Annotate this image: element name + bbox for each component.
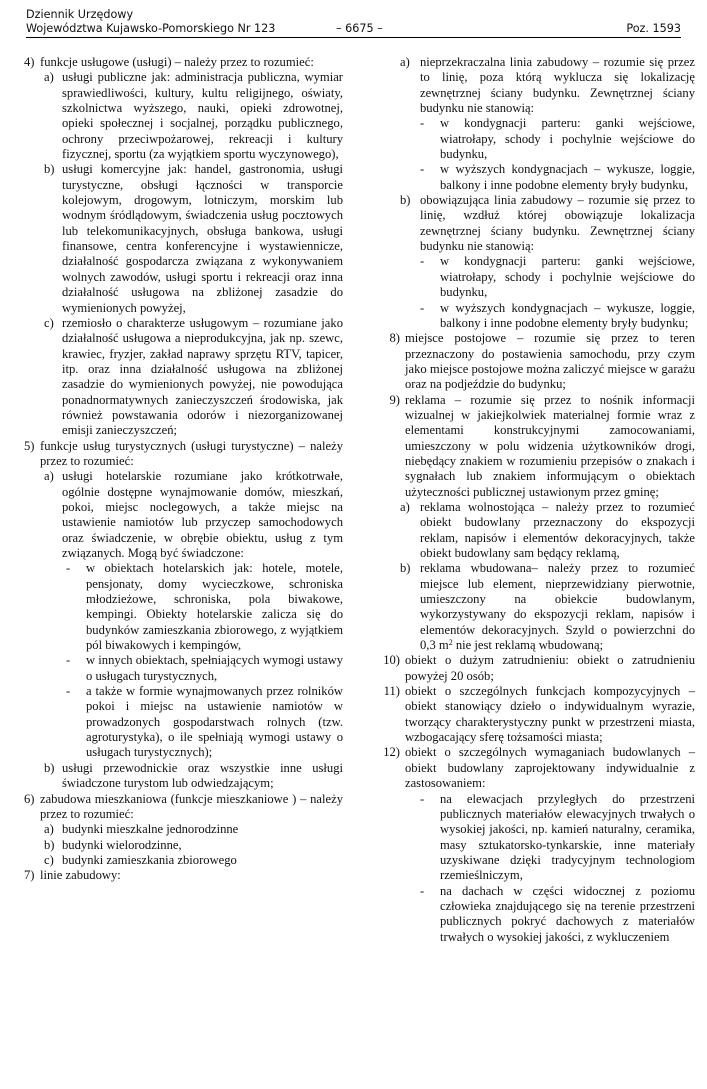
list-text: linie zabudowy: xyxy=(40,868,121,883)
list-marker: 4) xyxy=(24,55,35,69)
list-text: w obiektach hotelarskich jak: hotele, motele, pensjonaty, domy wycieczkowe, schroniska młodzieżowe, schroniska, pola biwakowe, kempingi. Obiekty hotelarskie zalicza się do budynków zamieszkania zbiorowego, z wyjątkiem pól biwakowych i kempingów, xyxy=(86,561,343,653)
list-item xyxy=(365,55,695,116)
list-marker: - xyxy=(420,883,425,898)
list-marker: a) xyxy=(400,55,410,69)
list-text: w innych obiektach, spełniających wymogi ustawy o usługach turystycznych, xyxy=(86,653,343,683)
list-marker: a) xyxy=(44,469,54,484)
list-text: reklama – rozumie się przez to nośnik informacji wizualnej w jakiejkolwiek materialnej formie wraz z elementami konstrukcyjnymi zamocowaniami, umieszczony w polu widzenia użytkowników drogi, niebędący znakiem w rozumieniu przepisów o znakach i sygnałach lub znakiem informującym o obiektach użyteczności publicznej ustawionym przez gminę; xyxy=(405,392,695,499)
list-item xyxy=(22,792,343,823)
list-item xyxy=(365,884,695,945)
list-item xyxy=(365,684,695,745)
list-marker: - xyxy=(66,684,71,699)
left-column xyxy=(22,55,343,884)
list-item xyxy=(365,116,695,162)
list-text: w kondygnacji parteru: ganki wejściowe, wiatrołapy, schody i pochylnie wejściowe do budynku, xyxy=(440,254,695,300)
list-text: usługi publiczne jak: administracja publiczna, wymiar sprawiedliwości, kultury, kultu religijnego, oświaty, szkolnictwa wyższego, nauki, opieki zdrowotnej, opieki społecznej i socjalnej, porządku publicznego, ochrony przeciwpożarowej, rekreacji i kultury fizycznej, sportu (za wyjątkiem sportu wyczynowego), xyxy=(62,70,343,162)
list-marker: a) xyxy=(400,499,410,514)
list-text: na dachach w części widocznej z poziomu człowieka znajdującego się na terenie przestrzeni publicznych pokryć dachowych z materiałów trwałych o wysokiej jakości, z wykluczeniem xyxy=(440,883,695,944)
list-text: w kondygnacji parteru: ganki wejściowe, wiatrołapy, schody i pochylnie wejściowe do budynku, xyxy=(440,116,695,162)
list-item xyxy=(22,868,343,883)
list-marker: - xyxy=(66,653,71,668)
list-marker: c) xyxy=(44,315,54,330)
list-marker: 5) xyxy=(24,438,35,453)
list-item xyxy=(22,853,343,868)
list-text: usługi przewodnickie oraz wszystkie inne usługi świadczone turystom lub odwiedzającym; xyxy=(62,760,343,791)
list-item xyxy=(365,254,695,300)
list-item xyxy=(22,162,343,315)
list-text: budynki zamieszkania zbiorowego xyxy=(62,852,237,867)
list-marker: b) xyxy=(44,760,55,775)
list-marker: 8) xyxy=(389,331,400,346)
list-marker: a) xyxy=(44,822,54,837)
list-item xyxy=(365,500,695,561)
list-marker: - xyxy=(420,791,425,806)
list-text: a także w formie wynajmowanych przez rolników pokoi i miejsc na ustawienie namiotów w prowadzonych gospodarstwach rolnych (tzw. agroturystyka), o ile spełniają wymogi ustawy o usługach turystycznych); xyxy=(86,684,343,760)
list-text: usługi komercyjne jak: handel, gastronomia, usługi turystyczne, obsługi łączności w transporcie kolejowym, drogowym, lotniczym, morskim lub wodnym śródlądowym, świadczenia usług pocztowych lub telekomunikacyjnych, obsługa bankowa, usługi finansowe, centra konferencyjne i wystawiennicze, działalność gospodarcza związana z wykonywaniem wolnych zawodów, usługi sportu i rekreacji oraz inna działalność usługowa na zbliżonej zasadzie do wymienionych powyżej, xyxy=(62,162,343,315)
list-item xyxy=(22,761,343,792)
list-text: reklama wolnostojąca – należy przez to rozumieć obiekt budowlany przeznaczony do ekspozycji reklam, napisów i elementów dekoracyjnych, także obiekt budowlany sam będący reklamą, xyxy=(420,499,695,560)
list-text: funkcje usług turystycznych (usługi turystyczne) – należy przez to rozumieć: xyxy=(40,438,343,468)
list-item xyxy=(22,55,343,70)
list-item xyxy=(365,193,695,254)
list-item xyxy=(22,439,343,470)
list-marker: a) xyxy=(44,70,54,85)
position-number: Poz. 1593 xyxy=(626,22,681,35)
list-marker: - xyxy=(420,254,425,269)
list-marker: - xyxy=(420,116,425,131)
list-text: obowiązująca linia zabudowy – rozumie się przez to linię, wzdłuż której obowiązuje lokalizacja zewnętrznej ściany budynku. Zewnętrznej ściany budynku nie stanowią: xyxy=(420,193,695,254)
list-item xyxy=(365,745,695,791)
list-text: nieprzekraczalna linia zabudowy – rozumie się przez to linię, poza którą wyklucza się lokalizację zewnętrznej ściany budynku. Zewnętrznej ściany budynku nie stanowią: xyxy=(420,55,695,116)
list-text: reklama wbudowana– należy przez to rozumieć miejsce lub element, nieprzewidziany pierwotnie, umieszczony na obiekcie budowlanym, wykorzystywany do ekspozycji reklam, napisów i elementów dekoracyjnych. Szyld o powierzchni do 0,3 m xyxy=(420,561,695,653)
list-marker: 11) xyxy=(383,684,400,699)
list-marker: b) xyxy=(44,162,55,177)
list-marker: 6) xyxy=(24,791,35,806)
list-item xyxy=(22,684,343,761)
list-item xyxy=(365,393,695,500)
list-item xyxy=(365,561,695,653)
list-item xyxy=(22,822,343,837)
list-item xyxy=(365,301,695,332)
list-marker: c) xyxy=(44,852,54,867)
list-text: budynki mieszkalne jednorodzinne xyxy=(62,822,239,837)
list-marker: - xyxy=(420,162,425,177)
page-number: – 6675 – xyxy=(336,22,383,35)
list-text: obiekt o szczególnych wymaganiach budowlanych – obiekt budowlany zaprojektowany indywidualnie z zastosowaniem: xyxy=(405,745,695,791)
list-text: usługi hotelarskie rozumiane jako krótkotrwałe, ogólnie dostępne wynajmowanie domów, mieszkań, pokoi, miejsc noclegowych, a także miejsc na ustawienie namiotów lub przyczep samochodowych oraz świadczenie, w obrębie obiektu, usług z tym związanych. Mogą być świadczone: xyxy=(62,469,343,560)
list-marker: 7) xyxy=(24,868,35,883)
right-column xyxy=(365,55,695,945)
list-text: w wyższych kondygnacjach – wykusze, loggie, balkony i inne podobne elementy bryły budynku, xyxy=(440,162,695,192)
list-marker: b) xyxy=(400,561,411,576)
list-text: budynki wielorodzinne, xyxy=(62,837,182,852)
list-text: funkcje usługowe (usługi) – należy przez to rozumieć: xyxy=(40,55,314,69)
list-text: zabudowa mieszkaniowa (funkcje mieszkaniowe ) – należy przez to rozumieć: xyxy=(40,791,343,821)
list-marker: - xyxy=(420,300,425,315)
superscript: 2 xyxy=(448,638,453,648)
list-marker: b) xyxy=(400,193,411,208)
page-header xyxy=(26,8,681,38)
list-text: rzemiosło o charakterze usługowym – rozumiane jako działalność usługowa a nieprodukcyjna, jak np. szewc, krawiec, fryzjer, zakład naprawy sprzętu RTV, tapicer, itp. oraz inna działalność usługowa na zbliżonej zasadzie do wymienionych powyżej, nie powodująca ponadnormatywnych zanieczyszczeń środowiska, jak również powstawania odorów i niezorganizowanej emisji zanieczyszczeń; xyxy=(62,315,343,438)
list-item xyxy=(365,162,695,193)
list-item xyxy=(365,792,695,884)
list-item xyxy=(22,838,343,853)
list-item xyxy=(22,653,343,684)
list-text: w wyższych kondygnacjach – wykusze, loggie, balkony i inne podobne elementy bryły budynku; xyxy=(440,300,695,330)
list-marker: b) xyxy=(44,837,55,852)
list-marker: 12) xyxy=(383,745,400,760)
list-item xyxy=(22,469,343,561)
list-text-continued: nie jest reklamą wbudowaną; xyxy=(452,638,604,653)
list-text: na elewacjach przyległych do przestrzeni publicznych materiałów elewacyjnych trwałych o wysokiej jakości, np. kamień naturalny, ceramika, masy sztukatorsko-tynkarskie, inne materiały uzyskiwane dzięki tradycyjnym technologiom rzemieślniczym, xyxy=(440,791,695,883)
list-marker: - xyxy=(66,561,71,576)
journal-subtitle: Województwa Kujawsko-Pomorskiego Nr 123 xyxy=(26,22,276,35)
list-item xyxy=(22,70,343,162)
list-text: miejsce postojowe – rozumie się przez to teren przeznaczony do postawienia samochodu, przy czym jako miejsce postojowe można zaliczyć miejsce w garażu oraz na podjeździe do budynku; xyxy=(405,331,695,392)
list-text: obiekt o dużym zatrudnieniu: obiekt o zatrudnieniu powyżej 20 osób; xyxy=(405,653,695,683)
list-item xyxy=(365,653,695,684)
journal-title: Dziennik Urzędowy xyxy=(26,8,134,21)
list-marker: 10) xyxy=(383,653,400,668)
list-marker: 9) xyxy=(389,392,400,407)
list-text: obiekt o szczególnych funkcjach kompozycyjnych – obiekt stanowiący dzieło o indywidualnym wyrazie, tworzący charakterystyczny punkt w przestrzeni miasta, wzbogacający sferę tożsamości miasta; xyxy=(405,684,695,745)
list-item xyxy=(22,561,343,653)
list-item xyxy=(22,316,343,439)
list-item xyxy=(365,331,695,392)
header-line xyxy=(26,22,681,38)
